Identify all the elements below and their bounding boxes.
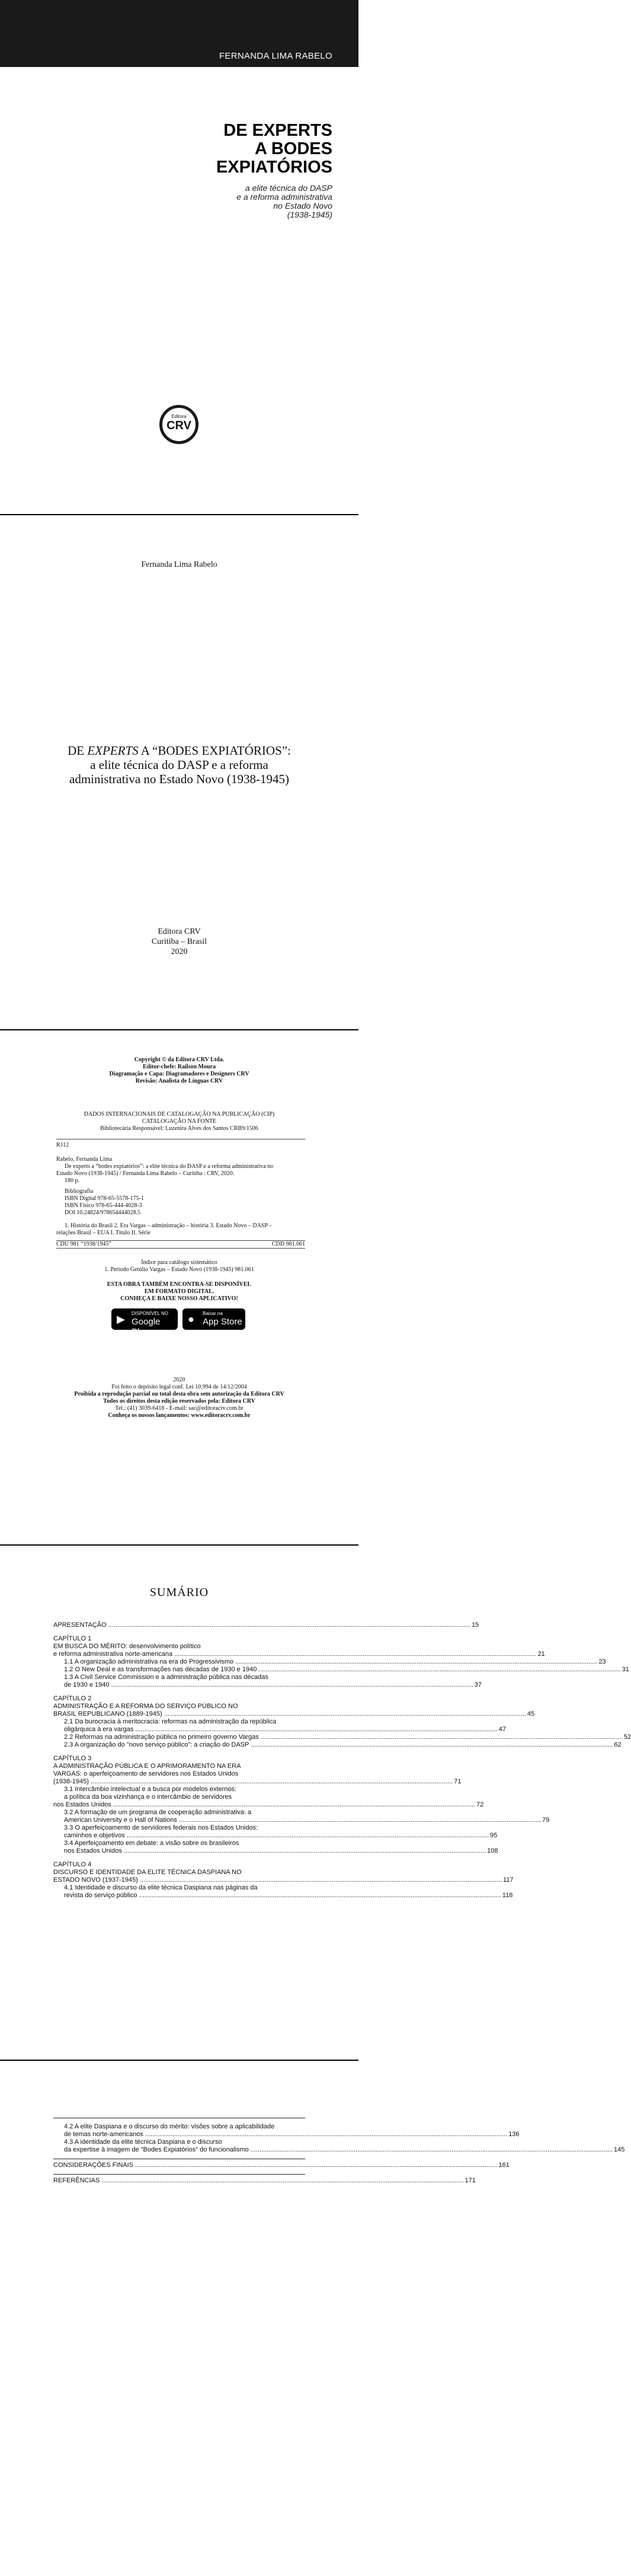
toc-entry[interactable] bbox=[53, 1876, 514, 1884]
cip-record-line: relações Brasil – EUA I. Título II. Série bbox=[56, 1230, 150, 1236]
toc-entry[interactable] bbox=[53, 1658, 606, 1666]
cip-record-line: Rabelo, Fernanda Lima bbox=[56, 1156, 113, 1163]
badge-small-text: Baixar na bbox=[203, 1311, 223, 1316]
toc-entry[interactable] bbox=[53, 2123, 305, 2131]
footer-line: Tel.: (41) 3039-6418 - E-mail: sac@editoracrv.com.br bbox=[115, 1405, 244, 1412]
app-store-badge[interactable] bbox=[182, 1308, 245, 1330]
cover-title-line: DE EXPERTS bbox=[223, 121, 332, 140]
cip-record-line: 1. História do Brasil 2. Era Vargas – administração – história 3. Estado Novo – DASP – bbox=[65, 1222, 273, 1229]
table-of-contents-continued bbox=[53, 2123, 625, 2185]
toc-entry[interactable] bbox=[53, 2174, 476, 2185]
summary-page-1 bbox=[0, 1546, 631, 2061]
toc-entry[interactable] bbox=[53, 1861, 305, 1869]
toc-entry[interactable] bbox=[53, 1809, 305, 1817]
toc-entry-text: (1938-1945) ........................................................................................................................................................................................................ bbox=[53, 1778, 453, 1785]
toc-entry-text: APRESENTAÇÃO ........................................................................................................................................................................................................ bbox=[53, 1621, 470, 1629]
copyright-line: Diagramação e Capa: Diagramadores e Designers CRV bbox=[109, 1071, 249, 1077]
logo-small-text: Editora bbox=[171, 414, 187, 419]
footer-line: Foi feito o depósito legal conf. Lei 10.994 de 14/12/2004 bbox=[111, 1384, 247, 1390]
toc-entry[interactable] bbox=[53, 1666, 629, 1674]
toc-entry-page: 37 bbox=[474, 1681, 482, 1688]
toc-entry-text: CAPÍTULO 2 bbox=[53, 1695, 92, 1702]
toc-entry[interactable] bbox=[53, 1847, 498, 1855]
toc-entry-text: a política da boa vizinhança e o intercâmbio de servidores bbox=[64, 1793, 232, 1801]
toc-entry-text: de temas norte-americanos ........................................................................................................................................................................................................ bbox=[64, 2131, 508, 2138]
title-line: a elite técnica do DASP e a reforma bbox=[90, 758, 268, 772]
toc-entry-text: VARGAS: o aperfeiçoamento de servidores nos Estados Unidos bbox=[53, 1770, 239, 1777]
cip-record-line: De experts a “bodes expiatórios”: a elite técnica do DASP e a reforma administrativa no bbox=[65, 1163, 274, 1170]
toc-entry-page: 62 bbox=[614, 1741, 622, 1748]
toc-entry-page: 21 bbox=[537, 1651, 545, 1658]
toc-entry-page: 15 bbox=[471, 1621, 479, 1629]
toc-entry[interactable] bbox=[53, 1621, 479, 1629]
toc-entry[interactable] bbox=[53, 1869, 305, 1876]
toc-entry-text: 3.3 O aperfeiçoamento de servidores federais nos Estados Unidos: bbox=[64, 1824, 258, 1831]
toc-entry-text: 3.1 Intercâmbio intelectual e a busca por modelos externos: bbox=[64, 1786, 237, 1793]
ebook-line: EM FORMATO DIGITAL. bbox=[144, 1288, 214, 1295]
cip-header bbox=[59, 1111, 299, 1132]
copyright-line: Editor-chefe: Railson Moura bbox=[143, 1064, 216, 1070]
cover-title-line: EXPIATÓRIOS bbox=[216, 158, 332, 177]
toc-entry-text: CAPÍTULO 4 bbox=[53, 1861, 92, 1868]
badge-small-text: DISPONÍVEL NO bbox=[132, 1311, 168, 1316]
cover-subtitle-line: a elite técnica do DASP bbox=[245, 183, 332, 193]
cip-line: CATALOGAÇÃO NA FONTE bbox=[142, 1118, 217, 1125]
toc-entry[interactable] bbox=[53, 1801, 484, 1809]
logo-big-text: CRV bbox=[166, 419, 191, 432]
summary-page-2 bbox=[0, 2061, 625, 2576]
toc-entry-text: 4.2 A elite Daspiana e o discurso do mérito: visões sobre a aplicabilidade bbox=[64, 2123, 275, 2130]
legal-footer bbox=[59, 1377, 299, 1419]
toc-entry-page: 23 bbox=[598, 1658, 606, 1665]
cip-line: DADOS INTERNACIONAIS DE CATALOGAÇÃO NA PUBLICAÇÃO (CIP) bbox=[84, 1111, 275, 1118]
toc-entry-page: 117 bbox=[503, 1876, 514, 1884]
publisher-logo bbox=[159, 405, 198, 444]
index-line: Índice para catálogo sistemático bbox=[141, 1259, 217, 1266]
publisher-city: Curitiba – Brasil bbox=[151, 937, 207, 946]
google-play-badge[interactable] bbox=[111, 1308, 178, 1337]
toc-entry[interactable] bbox=[53, 1718, 305, 1726]
toc-entry-text: nos Estados Unidos ........................................................................................................................................................................................................ bbox=[53, 1801, 476, 1808]
toc-entry-text: de 1930 e 1940 ........................................................................................................................................................................................................ bbox=[64, 1681, 473, 1688]
toc-entry[interactable] bbox=[53, 1755, 305, 1763]
toc-entry-page: 136 bbox=[508, 2131, 520, 2138]
classification-row bbox=[56, 1240, 305, 1249]
cover-subtitle-line: no Estado Novo bbox=[273, 201, 332, 210]
toc-entry-page: 47 bbox=[498, 1726, 506, 1733]
toc-entry[interactable] bbox=[53, 1741, 622, 1749]
toc-entry-text: BRASIL REPUBLICANO (1889-1945) ........................................................................................................................................................................................................ bbox=[53, 1710, 526, 1718]
toc-entry-page: 145 bbox=[614, 2146, 625, 2153]
toc-entry[interactable] bbox=[53, 1840, 305, 1847]
cover-subtitle-line: (1938-1945) bbox=[287, 210, 332, 219]
index-line: 1. Período Getúlio Vargas – Estado Novo (1938-1945) 981.061 bbox=[104, 1266, 254, 1273]
toc-entry-text: 2.2 Reformas na administração pública no primeiro governo Vargas ........................................................................................................................................................................................................ bbox=[64, 1734, 623, 1741]
toc-entry[interactable] bbox=[53, 1681, 482, 1689]
toc-entry-text: 4.3 A identidade da elite técnica Daspiana e o discurso bbox=[64, 2138, 222, 2146]
toc-entry[interactable] bbox=[53, 2138, 305, 2146]
cip-record-line: ISBN Digital 978-65-5578-175-1 bbox=[65, 1195, 144, 1202]
toc-entry-page: 108 bbox=[487, 1847, 498, 1854]
cover-page bbox=[0, 0, 358, 515]
toc-entry-text: oligárquica à era vargas ........................................................................................................................................................................................................ bbox=[64, 1726, 498, 1733]
toc-entry-text: CAPÍTULO 1 bbox=[53, 1635, 92, 1642]
toc-entry-text: nos Estados Unidos ........................................................................................................................................................................................................ bbox=[64, 1847, 486, 1854]
toc-entry-page: 118 bbox=[502, 1892, 513, 1899]
summary-title: SUMÁRIO bbox=[149, 1586, 209, 1599]
badge-big-text: App Store bbox=[203, 1317, 242, 1327]
toc-entry[interactable] bbox=[53, 1695, 305, 1703]
cutter-number: R112 bbox=[56, 1142, 69, 1148]
toc-entry[interactable] bbox=[53, 2131, 520, 2138]
cdd-code: CDD 981.061 bbox=[271, 1241, 305, 1247]
toc-entry-page: 31 bbox=[622, 1666, 629, 1673]
toc-entry[interactable] bbox=[53, 2159, 510, 2169]
toc-entry-text: revista do serviço público ........................................................................................................................................................................................................ bbox=[64, 1892, 501, 1899]
cip-record-line: 180 p. bbox=[65, 1177, 79, 1184]
copyright-header bbox=[59, 1056, 299, 1085]
toc-entry[interactable] bbox=[53, 2146, 625, 2154]
title-line: DE EXPERTS A “BODES EXPIATÓRIOS”: bbox=[68, 743, 291, 758]
toc-entry-text: ESTADO NOVO (1937-1945) ........................................................................................................................................................................................................ bbox=[53, 1876, 502, 1884]
cover-subtitle-line: e a reforma administrativa bbox=[236, 192, 332, 202]
toc-entry-text: DISCURSO E IDENTIDADE DA ELITE TÉCNICA DASPIANA NO bbox=[53, 1869, 242, 1876]
title-page-title bbox=[41, 743, 317, 786]
toc-entry-text: 4.1 Identidade e discurso da elite técnica Daspiana nas páginas da bbox=[64, 1884, 258, 1891]
copyright-line: Revisão: Analista de Línguas CRV bbox=[135, 1078, 223, 1084]
title-page-imprint bbox=[0, 927, 358, 957]
toc-entry[interactable] bbox=[53, 1734, 631, 1741]
footer-line: Proibida a reprodução parcial ou total desta obra sem autorização da Editora CRV bbox=[74, 1391, 284, 1397]
toc-entry[interactable] bbox=[53, 1635, 305, 1643]
toc-entry[interactable] bbox=[53, 1793, 305, 1801]
toc-entry[interactable] bbox=[53, 1892, 513, 1900]
badge-big-text: Google Play bbox=[132, 1317, 161, 1337]
toc-entry-text: 1.3 A Civil Service Commission e a administração pública nas décadas bbox=[64, 1674, 268, 1681]
toc-entry[interactable] bbox=[53, 1763, 305, 1770]
cip-line: Bibliotecária Responsável: Luzenira Alves dos Santos CRB9/1506 bbox=[100, 1125, 258, 1132]
cover-title bbox=[216, 122, 332, 177]
cover-author: FERNANDA LIMA RABELO bbox=[219, 51, 332, 61]
ebook-line: CONHEÇA E BAIXE NOSSO APLICATIVO! bbox=[120, 1295, 238, 1302]
toc-entry[interactable] bbox=[53, 1710, 535, 1718]
ebook-notice bbox=[59, 1281, 299, 1303]
toc-entry-page: 52 bbox=[624, 1734, 631, 1741]
toc-entry-page: 95 bbox=[490, 1832, 498, 1839]
toc-entry-page: 45 bbox=[527, 1710, 535, 1718]
systematic-index bbox=[59, 1259, 299, 1273]
cip-record-line: ISBN Físico 978-65-444-4028-3 bbox=[65, 1202, 142, 1209]
publisher-name: Editora CRV bbox=[158, 927, 201, 936]
toc-entry-text: A ADMINISTRAÇÃO PÚBLICA E O APRIMORAMENTO NA ERA bbox=[53, 1763, 241, 1770]
toc-entry-page: 161 bbox=[498, 2162, 510, 2169]
toc-entry[interactable] bbox=[53, 1643, 305, 1651]
toc-entry-text: REFERÊNCIAS ........................................................................................................................................................................................................ bbox=[53, 2177, 464, 2184]
toc-entry-text: EM BUSCA DO MÉRITO: desenvolvimento político bbox=[53, 1643, 201, 1650]
toc-entry-text: 3.4 Aperfeiçoamento em debate: a visão sobre os brasileiros bbox=[64, 1840, 239, 1847]
title-page bbox=[0, 515, 358, 1030]
toc-entry-text: 2.3 A organização do "novo serviço público": a criação do DASP ........................................................................................................................................................................................................ bbox=[64, 1741, 613, 1748]
play-icon: ▶ bbox=[117, 1313, 125, 1325]
copyright-line: Copyright © da Editora CRV Ltda. bbox=[134, 1056, 225, 1063]
footer-line: 2020 bbox=[173, 1377, 185, 1383]
cip-record bbox=[56, 1139, 305, 1249]
footer-line: Conheça os nossos lançamentos: www.editoracrv.com.br bbox=[108, 1412, 251, 1419]
toc-entry-text: 1.1 A organização administrativa na era do Progressivismo ........................................................................................................................................................................................................ bbox=[64, 1658, 598, 1665]
title-page-author: Fernanda Lima Rabelo bbox=[141, 560, 217, 569]
cdu-code: CDU 981 “1938/1945” bbox=[56, 1241, 111, 1247]
cover-title-line: A BODES bbox=[254, 139, 332, 158]
publication-year: 2020 bbox=[171, 947, 188, 956]
toc-entry-text: 1.2 O New Deal e as transformações nas décadas de 1930 e 1940 ........................................................................................................................................................................................................ bbox=[64, 1666, 621, 1673]
footer-line: Todos os direitos desta edição reservados pela: Editora CRV bbox=[103, 1398, 255, 1404]
toc-entry-text: e reforma administrativa norte-americana ........................................................................................................................................................................................................ bbox=[53, 1651, 537, 1658]
toc-entry[interactable] bbox=[53, 1703, 305, 1710]
cip-record-line: Bibliografia bbox=[65, 1188, 94, 1195]
toc-entry-page: 72 bbox=[476, 1801, 484, 1808]
apple-icon: ● bbox=[188, 1313, 194, 1325]
table-of-contents bbox=[53, 1621, 631, 1900]
toc-entry[interactable] bbox=[53, 1726, 506, 1734]
toc-entry[interactable] bbox=[53, 1884, 305, 1892]
toc-entry-text: CAPÍTULO 3 bbox=[53, 1755, 92, 1762]
toc-entry-text: 2.1 Da burocracia à meritocracia: reformas na administração da república bbox=[64, 1718, 277, 1725]
toc-entry[interactable] bbox=[53, 1817, 550, 1824]
toc-entry-text: caminhos e objetivos ........................................................................................................................................................................................................ bbox=[64, 1832, 489, 1839]
toc-entry[interactable] bbox=[53, 1778, 462, 1786]
cip-record-line: DOI 10.24824/978654444028.5 bbox=[65, 1209, 141, 1216]
toc-entry-text: 3.2 A formação de um programa de cooperação administrativa: a bbox=[64, 1809, 252, 1816]
ebook-line: ESTA OBRA TAMBÉM ENCONTRA-SE DISPONÍVEL bbox=[107, 1281, 252, 1288]
copyright-page bbox=[0, 1030, 358, 1546]
cip-record-line: Estado Novo (1938-1945) / Fernanda Lima Rabelo – Curitiba : CRV, 2020. bbox=[56, 1170, 235, 1177]
toc-entry[interactable] bbox=[53, 1786, 305, 1793]
toc-entry[interactable] bbox=[53, 1824, 305, 1832]
toc-entry[interactable] bbox=[53, 1651, 545, 1658]
cover-subtitle bbox=[236, 184, 332, 219]
toc-entry-text: CONSIDERAÇÕES FINAIS ........................................................................................................................................................................................................ bbox=[53, 2162, 498, 2169]
title-line: administrativa no Estado Novo (1938-1945) bbox=[69, 772, 289, 786]
toc-entry-page: 79 bbox=[542, 1817, 550, 1824]
toc-entry-text: ADMINISTRAÇÃO E A REFORMA DO SERVIÇO PÚBLICO NO bbox=[53, 1703, 238, 1710]
toc-entry-text: da expertise à imagem de "Bodes Expiatórios" do funcionalismo ........................................................................................................................................................................................................ bbox=[64, 2146, 613, 2153]
toc-entry[interactable] bbox=[53, 1770, 305, 1778]
toc-entry[interactable] bbox=[53, 1674, 305, 1681]
toc-entry-page: 171 bbox=[465, 2177, 476, 2184]
toc-entry-text: American University e o Hall of Nations ........................................................................................................................................................................................................ bbox=[64, 1817, 542, 1824]
toc-entry-page: 71 bbox=[454, 1778, 462, 1785]
toc-entry[interactable] bbox=[53, 1832, 498, 1840]
